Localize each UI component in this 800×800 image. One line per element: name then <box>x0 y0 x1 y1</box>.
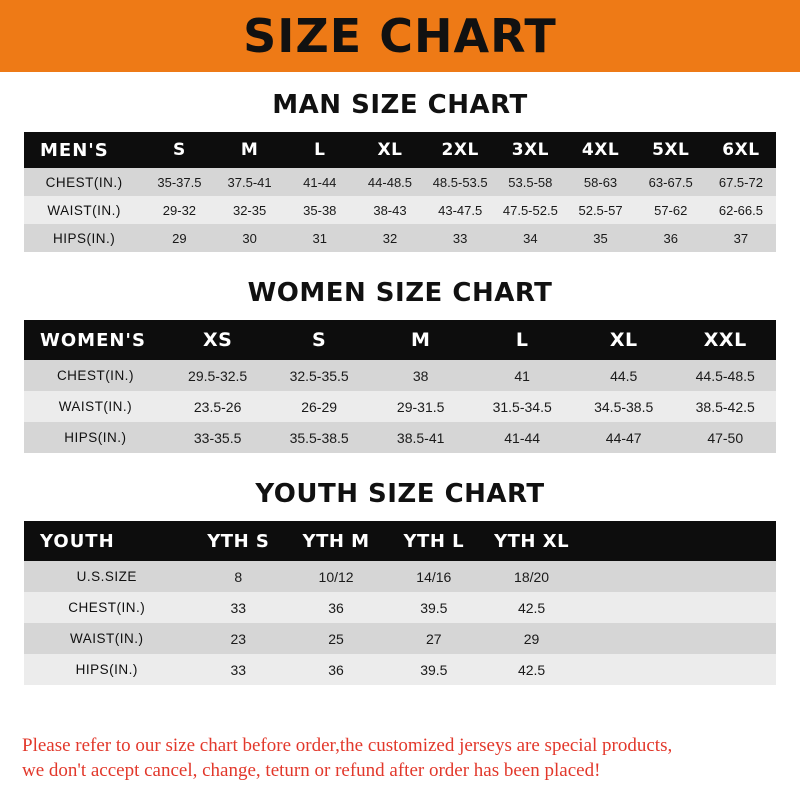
youth-waist-empty-2 <box>678 623 776 654</box>
youth-section-title: YOUTH SIZE CHART <box>255 479 545 509</box>
footer-line-1: Please refer to our size chart before order,the customized jerseys are special products, <box>22 734 673 756</box>
women-waist-xl: 34.5-38.5 <box>594 398 654 415</box>
men-waist-m: 32-35 <box>232 202 267 218</box>
youth-waist-empty-1 <box>580 623 678 654</box>
youth-waist-m: 25 <box>328 630 344 647</box>
men-col-2xl: 2XL <box>441 140 479 160</box>
youth-ussize-empty-2 <box>678 561 776 592</box>
women-chest-xs: 29.5-32.5 <box>188 367 248 384</box>
youth-hips-label: HIPS(IN.) <box>75 662 138 677</box>
men-waist-6xl: 62-66.5 <box>718 202 763 218</box>
women-hips-xl: 44-47 <box>605 429 642 446</box>
youth-hips-m: 36 <box>328 661 344 678</box>
men-chest-3xl: 53.5-58 <box>508 174 553 190</box>
women-hips-label: HIPS(IN.) <box>64 430 127 445</box>
youth-chest-label: CHEST(IN.) <box>68 600 146 615</box>
chart-content <box>0 72 800 719</box>
youth-col-empty-1 <box>580 521 678 561</box>
women-chest-s: 32.5-35.5 <box>289 367 349 384</box>
youth-ussize-empty-1 <box>580 561 678 592</box>
women-hips-xs: 33-35.5 <box>193 429 242 446</box>
men-waist-l: 35-38 <box>303 202 337 218</box>
women-waist-m: 29-31.5 <box>396 398 445 415</box>
women-col-xl: XL <box>609 329 638 351</box>
women-section-title: WOMEN SIZE CHART <box>247 278 553 308</box>
table-header-row <box>24 320 776 360</box>
youth-hips-empty-1 <box>580 654 678 685</box>
youth-chest-m: 36 <box>328 599 344 616</box>
women-chest-xl: 44.5 <box>610 367 638 384</box>
men-hips-m: 30 <box>242 230 257 246</box>
man-section-title: MAN SIZE CHART <box>272 90 528 120</box>
table-row <box>24 168 776 196</box>
women-waist-label: WAIST(IN.) <box>58 399 133 414</box>
men-waist-xl: 38-43 <box>373 202 407 218</box>
men-col-4xl: 4XL <box>581 140 620 160</box>
table-row <box>24 196 776 224</box>
men-col-l: L <box>314 140 326 160</box>
youth-chest-empty-2 <box>678 592 776 623</box>
men-hips-label: HIPS(IN.) <box>53 230 116 246</box>
men-chest-xl: 44-48.5 <box>367 174 413 190</box>
men-col-s: S <box>173 140 186 160</box>
men-row-label-header: MEN'S <box>40 139 109 161</box>
men-hips-s: 29 <box>172 230 187 246</box>
men-hips-3xl: 34 <box>523 230 538 246</box>
youth-col-l: YTH L <box>403 530 465 552</box>
men-waist-4xl: 52.5-57 <box>578 202 623 218</box>
youth-waist-xl: 29 <box>523 630 540 647</box>
table-row <box>24 592 776 623</box>
women-col-l: L <box>515 329 529 351</box>
table-row <box>24 623 776 654</box>
women-row-label-header: WOMEN'S <box>40 329 146 351</box>
table-row <box>24 654 776 685</box>
table-header-row <box>24 132 776 168</box>
youth-col-empty-2 <box>678 521 776 561</box>
men-chest-label: CHEST(IN.) <box>45 174 123 190</box>
women-waist-l: 31.5-34.5 <box>492 398 552 415</box>
youth-ussize-l: 14/16 <box>416 568 452 585</box>
table-row <box>24 360 776 391</box>
men-chest-2xl: 48.5-53.5 <box>432 174 488 190</box>
men-waist-2xl: 43-47.5 <box>438 202 483 218</box>
women-col-xxl: XXL <box>703 329 747 351</box>
women-col-m: M <box>410 329 431 351</box>
men-hips-xl: 32 <box>382 230 398 246</box>
women-waist-xs: 23.5-26 <box>193 398 242 415</box>
youth-chest-empty-1 <box>580 592 678 623</box>
men-col-m: M <box>240 140 259 160</box>
table-header-row <box>24 521 776 561</box>
women-chest-m: 38 <box>412 367 429 384</box>
women-col-s: S <box>312 329 327 351</box>
youth-row-label-header: YOUTH <box>40 530 115 552</box>
men-hips-2xl: 33 <box>452 230 468 246</box>
youth-hips-xl: 42.5 <box>517 661 546 678</box>
men-col-5xl: 5XL <box>652 140 690 160</box>
men-chest-s: 35-37.5 <box>157 174 202 190</box>
men-col-3xl: 3XL <box>511 140 549 160</box>
footer-disclaimer <box>0 719 800 800</box>
women-chest-label: CHEST(IN.) <box>56 368 134 383</box>
youth-ussize-label: U.S.SIZE <box>76 569 137 584</box>
youth-chest-l: 39.5 <box>420 599 448 616</box>
youth-col-s: YTH S <box>207 530 270 552</box>
youth-col-m: YTH M <box>302 530 370 552</box>
youth-hips-s: 33 <box>230 661 247 678</box>
women-size-table <box>24 320 776 453</box>
youth-waist-label: WAIST(IN.) <box>69 631 144 646</box>
youth-size-table <box>24 521 776 685</box>
women-chest-xxl: 44.5-48.5 <box>695 367 755 384</box>
youth-chest-s: 33 <box>230 599 247 616</box>
man-size-table <box>24 132 776 252</box>
table-row <box>24 422 776 453</box>
men-chest-4xl: 58-63 <box>583 174 618 190</box>
women-hips-xxl: 47-50 <box>707 429 744 446</box>
women-hips-m: 38.5-41 <box>396 429 445 446</box>
youth-hips-empty-2 <box>678 654 776 685</box>
footer-line-2: we don't accept cancel, change, teturn or refund after order has been placed! <box>22 760 601 782</box>
men-col-6xl: 6XL <box>722 140 760 160</box>
youth-chest-xl: 42.5 <box>517 599 546 616</box>
youth-ussize-xl: 18/20 <box>514 568 550 585</box>
men-waist-label: WAIST(IN.) <box>47 202 121 218</box>
youth-waist-s: 23 <box>230 630 247 647</box>
women-hips-l: 41-44 <box>504 429 541 446</box>
youth-ussize-s: 8 <box>234 568 243 585</box>
men-hips-l: 31 <box>312 230 328 246</box>
men-hips-6xl: 37 <box>733 230 749 246</box>
youth-hips-l: 39.5 <box>420 661 448 678</box>
men-chest-6xl: 67.5-72 <box>718 174 763 190</box>
youth-col-xl: YTH XL <box>494 530 570 552</box>
men-hips-4xl: 35 <box>593 230 608 246</box>
men-chest-m: 37.5-41 <box>227 174 272 190</box>
men-hips-5xl: 36 <box>663 230 678 246</box>
page-title: SIZE CHART <box>243 9 557 63</box>
table-row <box>24 224 776 252</box>
men-waist-5xl: 57-62 <box>654 202 688 218</box>
youth-waist-l: 27 <box>426 630 442 647</box>
youth-ussize-m: 10/12 <box>318 568 354 585</box>
women-hips-s: 35.5-38.5 <box>289 429 349 446</box>
men-col-xl: XL <box>377 140 403 160</box>
table-row <box>24 561 776 592</box>
men-chest-l: 41-44 <box>303 174 337 190</box>
men-waist-3xl: 47.5-52.5 <box>502 202 558 218</box>
women-chest-l: 41 <box>514 367 530 384</box>
men-chest-5xl: 63-67.5 <box>648 174 693 190</box>
women-waist-s: 26-29 <box>301 398 338 415</box>
women-waist-xxl: 38.5-42.5 <box>695 398 755 415</box>
table-row <box>24 391 776 422</box>
men-waist-s: 29-32 <box>162 202 197 218</box>
page-header <box>0 0 800 72</box>
women-col-xs: XS <box>202 329 233 351</box>
